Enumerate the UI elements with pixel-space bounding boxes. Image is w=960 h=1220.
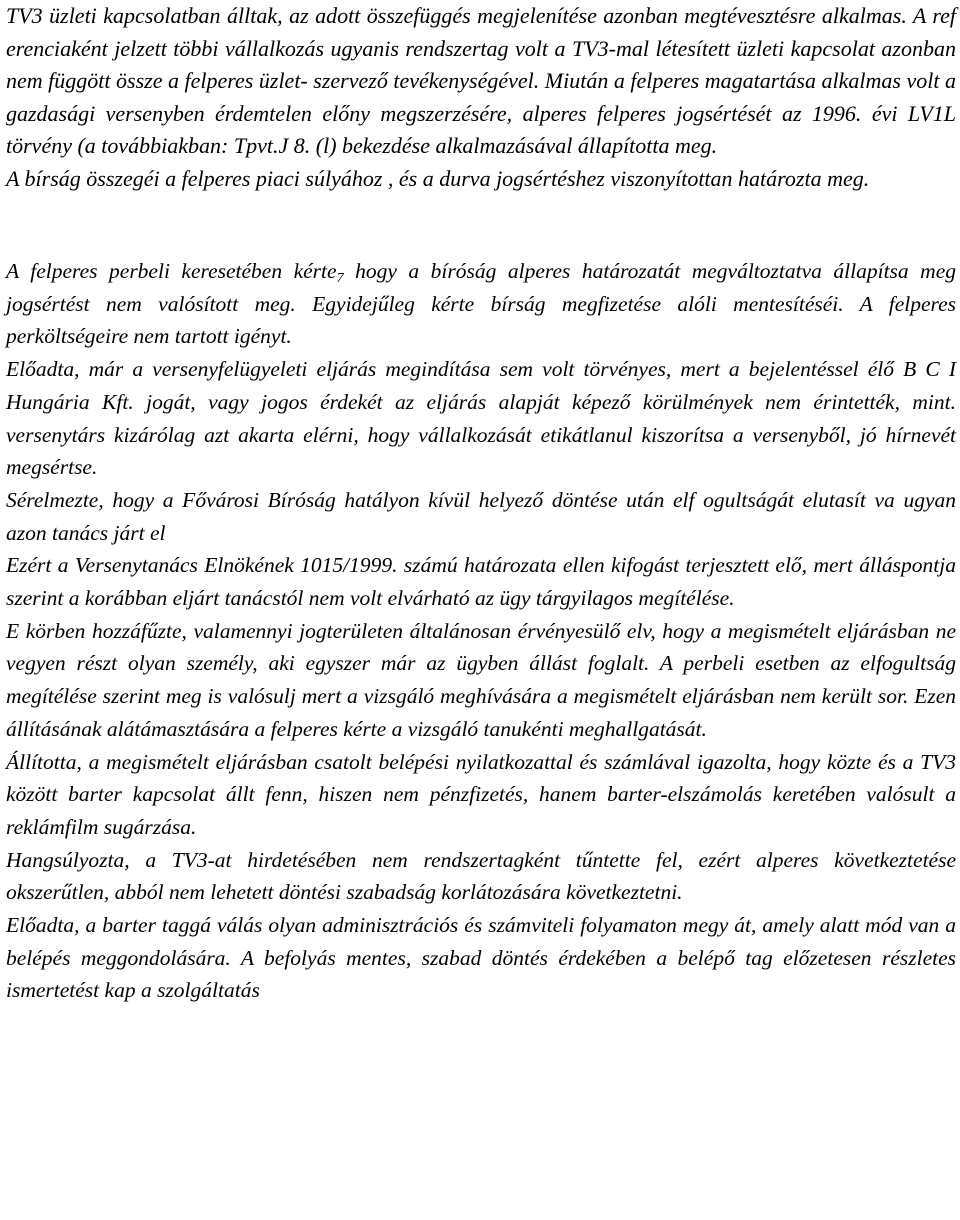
paragraph: Előadta, már a versenyfelügyeleti eljárás megindítása sem volt törvényes, mert a bejelentéssel élő B C I Hungária Kft. jogát, vagy jogos érdekét az eljárás alapját képező körülmények nem érintették, mint. versenytárs kizárólag azt akarta elérni, hogy vállalkozását etikátlanul kiszorítsa a versenyből, jó hírnevét megsértse. <box>6 357 956 480</box>
paragraph: A bírság összegéi a felperes piaci súlyához , és a durva jogsértéshez viszonyítottan határozta meg. <box>6 165 870 191</box>
paragraph: E körben hozzáfűzte, valamennyi jogterületen általánosan érvényesülő elv, hogy a megismételt eljárásban ne vegyen részt olyan személy, aki egyszer már az ügyben állást foglalt. A perbeli esetben az elfogultság megítélése szerint meg is valósulj mert a vizsgáló meghívására a megismételt eljárásban nem került sor. Ezen állításának alátámasztására a felperes kérte a vizsgáló tanukénti meghallgatását. <box>6 618 956 741</box>
text-run: hogy a bíróság alperes határozatát megváltoztatva állapítsa meg jogsértést nem valósított meg. Egyidejűleg kérte bírság megfizetése alóli mentesítéséi. A felperes perköltségeire nem tartott igényt. <box>6 259 956 349</box>
paragraph: Ezért a Versenytanács Elnökének 1015/1999. számú határozata ellen kifogást terjesztett elő, mert álláspontja szerint a korábban eljárt tanácstól nem volt elvárható az ügy tárgyilagos megítélése. <box>6 553 956 611</box>
text-run: A felperes perbeli keresetében kérte <box>6 259 337 283</box>
main-section <box>6 255 956 1007</box>
document-page <box>6 0 956 1007</box>
paragraph: Előadta, a barter taggá válás olyan adminisztrációs és számviteli folyamaton megy át, amely alatt mód van a belépés meggondolására. A befolyás mentes, szabad döntés érdekében a belépő tag előzetesen részletes ismertetést kap a szolgáltatás <box>6 913 956 1003</box>
section-gap <box>6 195 956 255</box>
paragraph: Állította, a megismételt eljárásban csatolt belépési nyilatkozattal és számlával igazolta, hogy közte és a TV3 között barter kapcsolat állt fenn, hiszen nem pénzfizetés, hanem barter-elszámolás keretében valósult a reklámfilm sugárzása. <box>6 749 956 839</box>
paragraph: TV3 üzleti kapcsolatban álltak, az adott összefüggés megjelenítése azonban megtévesztésre alkalmas. A ref erenciaként jelzett többi vállalkozás ugyanis rendszertag volt a TV3-mal létesített üzleti kapcsolat azonban nem függött össze a felperes üzlet- szervező tevékenységével. Miután a felperes magatartása alkalmas volt a gazdasági versenyben érdemtelen előny megszerzésére, alperes felperes jogsértését az 1996. évi LV1L törvény (a továbbiakban: Tpvt.J 8. (l) bekezdése alkalmazásával állapította meg. <box>6 3 956 158</box>
paragraph <box>6 255 956 353</box>
italic-section <box>6 0 956 195</box>
paragraph: Sérelmezte, hogy a Fővárosi Bíróság hatályon kívül helyező döntése után elf ogultságát elutasít va ugyan azon tanács járt el <box>6 487 956 545</box>
paragraph: Hangsúlyozta, a TV3-at hirdetésében nem rendszertagként tűntette fel, ezért alperes következtetése okszerűtlen, abból nem lehetett döntési szabadság korlátozására következtetni. <box>6 847 956 905</box>
subscript-mark: 7 <box>336 271 344 286</box>
